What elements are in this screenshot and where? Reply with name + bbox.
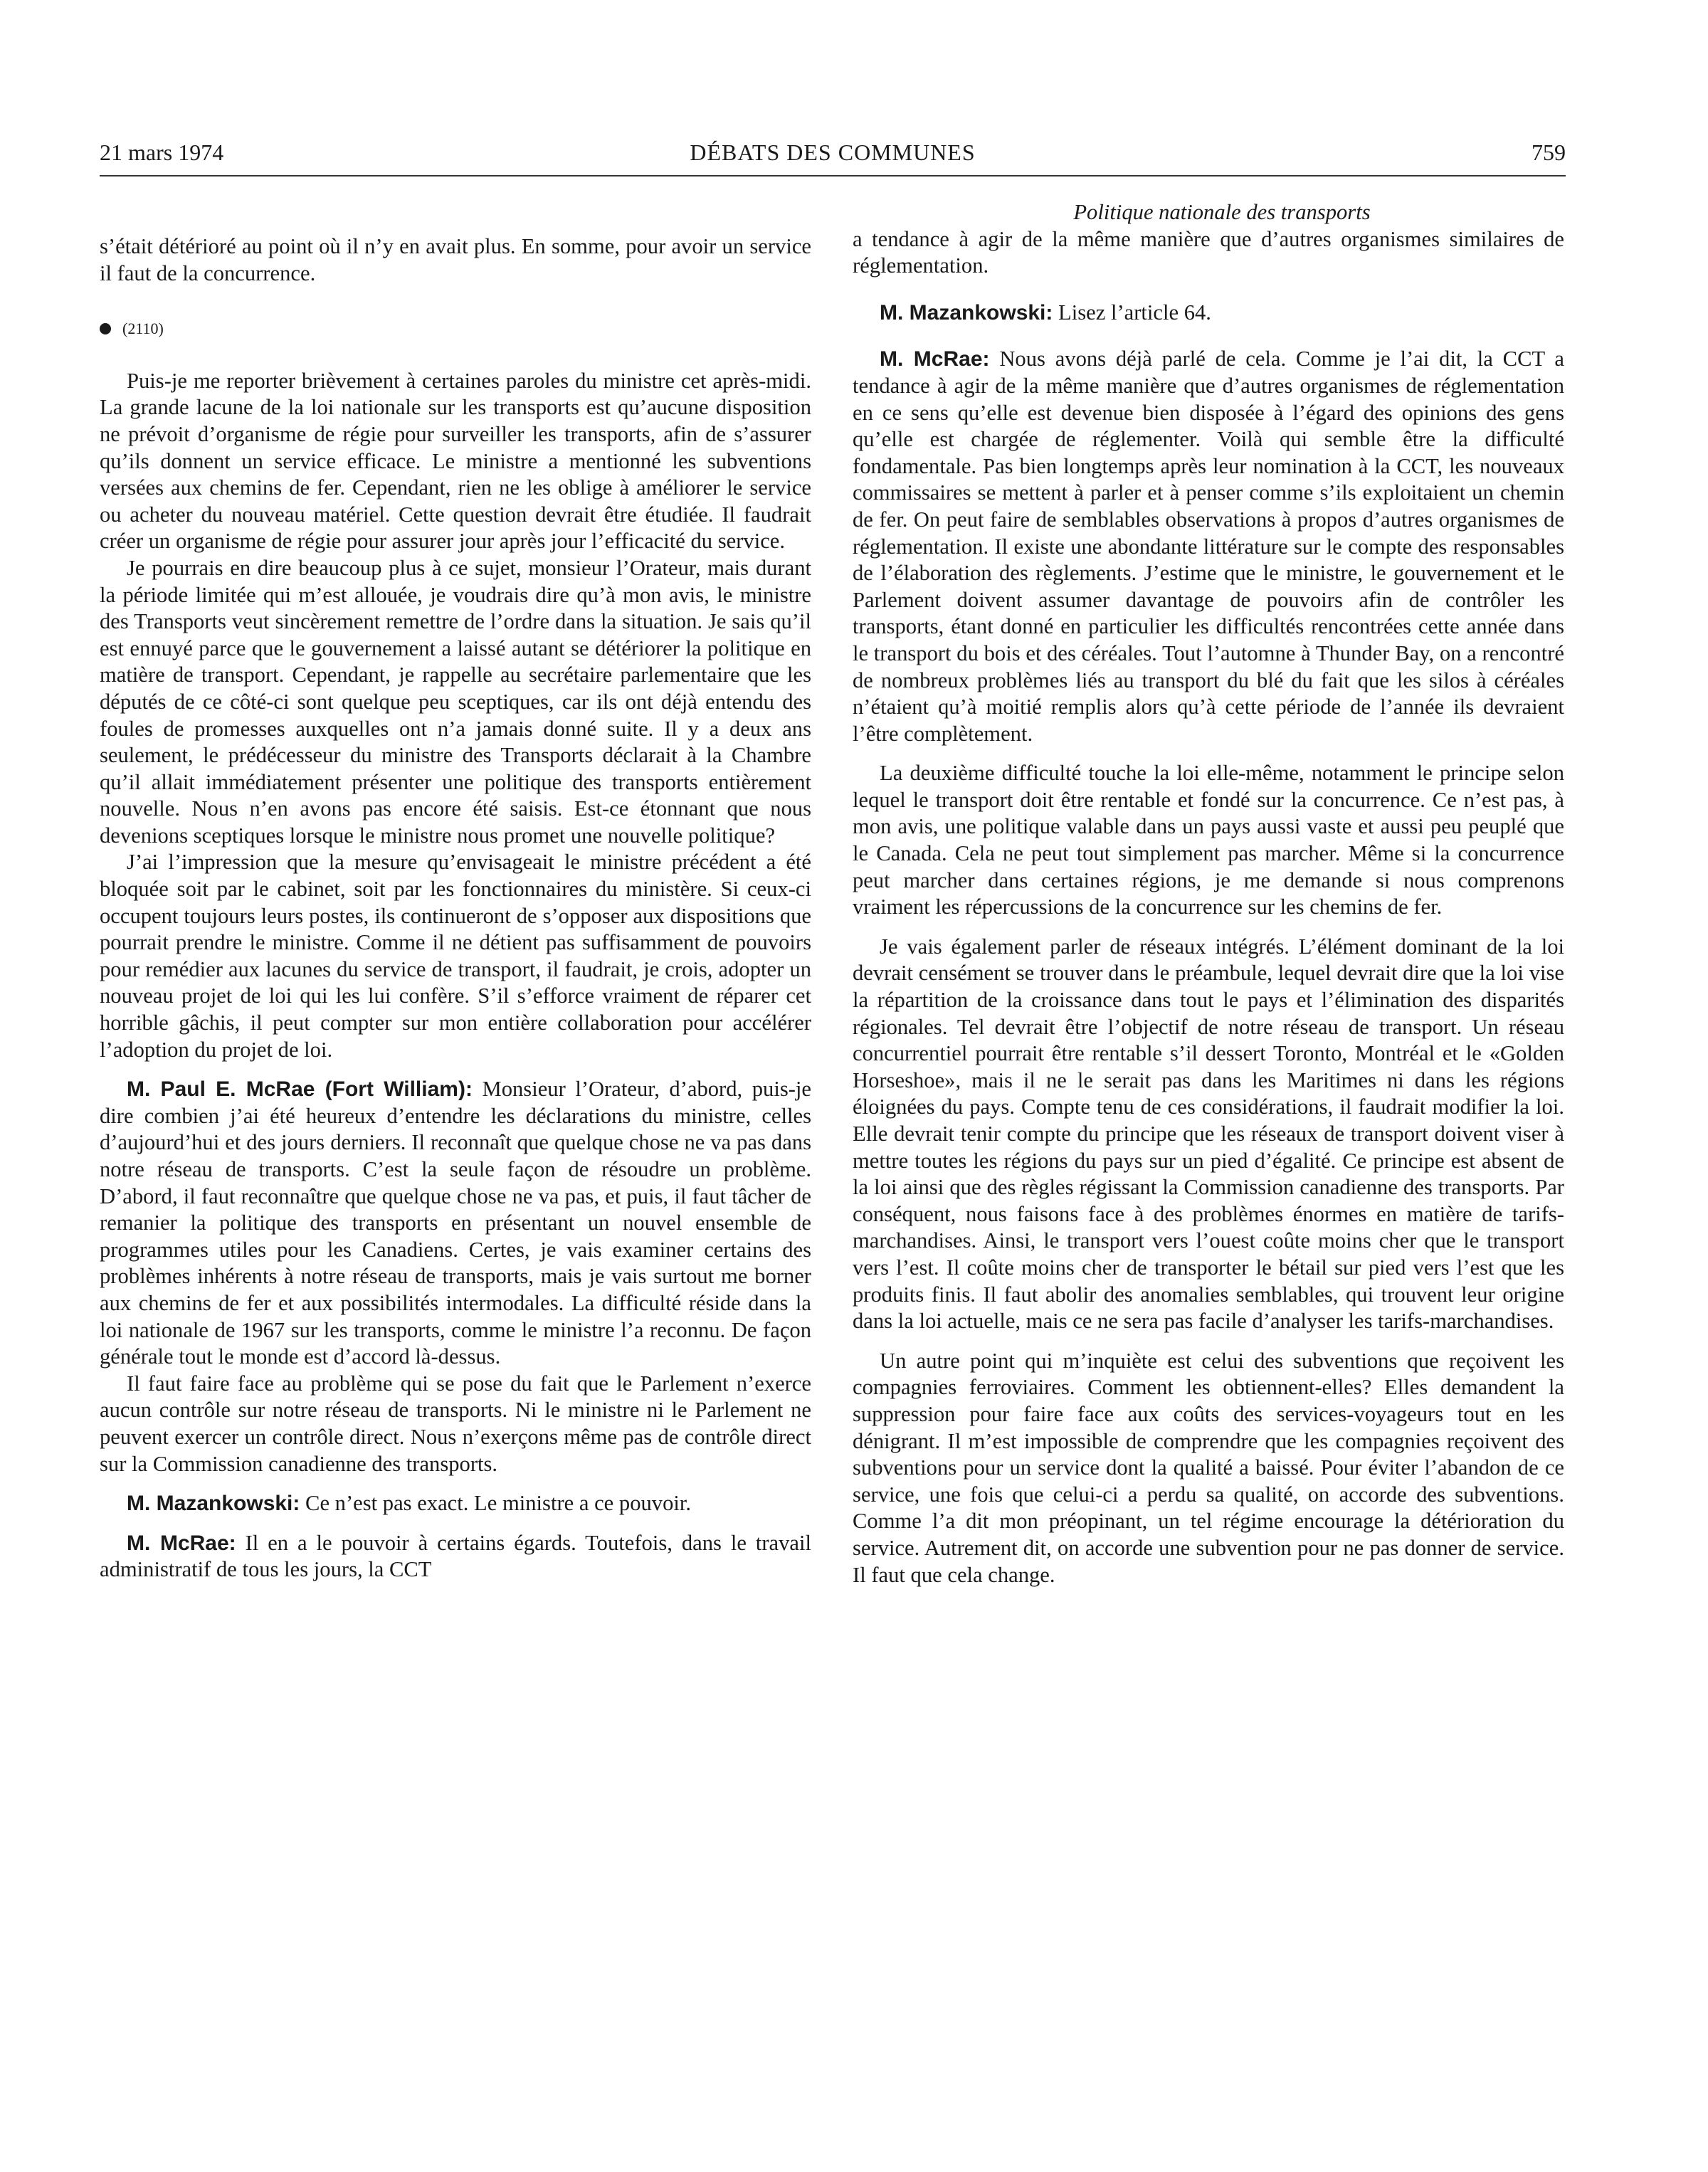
right-column xyxy=(853,199,1564,1588)
paragraph: La deuxième difficulté touche la loi elle-même, notamment le principe selon lequel le transport doit être rentable et fondé sur la concurrence. Ce n’est pas, à mon avis, une politique valable dans un pays aussi vaste et aussi peu peuplé que le Canada. Cela ne peut tout simplement pas marcher. Même si la concurrence peut marcher dans certaines régions, je me demande si nous comprenons vraiment les répercussions de la concurrence sur les chemins de fer. xyxy=(853,761,1564,919)
paragraph: Il faut faire face au problème qui se pose du fait que le Parlement n’exerce aucun contrôle sur notre réseau de transports. Ni le ministre ni le Parlement ne peuvent exercer un contrôle direct. Nous n’exerçons même pas de contrôle direct sur la Commission canadienne des transports. xyxy=(100,1371,811,1476)
paragraph: Je vais également parler de réseaux intégrés. L’élément dominant de la loi devrait censément se trouver dans le préambule, lequel devrait dire que la loi vise la répartition de la croissance dans tout le pays et l’élimination des disparités régionales. Tel devrait être l’objectif de notre réseau de transport. Un réseau concurrentiel pourrait être rentable s’il dessert Toronto, Montréal et le «Golden Horseshoe», mais il ne le serait pas dans les Maritimes ni dans les régions éloignées du pays. Compte tenu de ces considérations, il faudrait modifier la loi. Elle devrait tenir compte du principe que les réseaux de transport doivent viser à mettre toutes les régions du pays sur un pied d’égalité. Ce principe est absent de la loi ainsi que des règles régissant la Commission canadienne des transports. Par conséquent, nous faisons face à des problèmes énormes en matière de tarifs-marchandises. Ainsi, le transport vers l’ouest coûte moins cher que le transport vers l’est. Il coûte moins cher de transporter le bétail sur pied vers l’est que les produits finis. Il faut abolir des anomalies semblables, qui trouvent leur origine dans la loi actuelle, mais ce ne sera pas facile d’analyser les tarifs-marchandises. xyxy=(853,934,1564,1334)
header-date: 21 mars 1974 xyxy=(100,139,224,165)
speaker-paragraph xyxy=(853,346,1564,747)
speech-text: Monsieur l’Orateur, d’abord, puis-je dire combien j’ai été heureux d’entendre les déclarations du ministre, celles d’aujourd’hui et des jours derniers. Il reconnaît que quelque chose ne va pas dans notre réseau de transports. C’est la seule façon de résoudre un problème. D’abord, il faut reconnaître que quelque chose ne va pas, et puis, il faut tâcher de remanier la politique des transports en présentant un nouvel ensemble de programmes utiles pour les Canadiens. Certes, je vais examiner certains des problèmes inhérents à notre réseau de transports, mais je vais surtout me borner aux chemins de fer et aux possibilités intermodales. La difficulté réside dans la loi nationale de 1967 sur les transports, comme le ministre l’a reconnu. De façon générale tout le monde est d’accord là-dessus. xyxy=(100,1077,812,1369)
speech-text: Il en a le pouvoir à certains égards. Toutefois, dans le travail administratif de tous les jours, la CCT xyxy=(100,1530,812,1582)
paragraph: Puis-je me reporter brièvement à certaines paroles du ministre cet après-midi. La grande lacune de la loi nationale sur les transports est qu’aucune disposition ne prévoit d’organisme de régie pour surveiller les transports, afin de s’assurer qu’ils donnent un service efficace. Le ministre a mentionné les subventions versées aux chemins de fer. Cependant, rien ne les oblige à améliorer le service ou acheter du nouveau matériel. Cette question devrait être étudiée. Il faudrait créer un organisme de régie pour assurer jour après jour l’efficacité du service. xyxy=(100,368,811,554)
speaker-paragraph xyxy=(100,1490,811,1517)
speaker-paragraph xyxy=(100,1530,811,1583)
paragraph: J’ai l’impression que la mesure qu’envisageait le ministre précédent a été bloquée soit par le cabinet, soit par les fonctionnaires du ministère. Si ceux-ci occupent toujours leurs postes, ils continueront de s’opposer aux dispositions que pourrait prendre le ministre. Comme il ne détient pas suffisamment de pouvoirs pour remédier aux lacunes du service de transport, il faudrait, je crois, adopter un nouveau projet de loi qui les lui confère. S’il s’efforce vraiment de réparer cet horrible gâchis, il peut compter sur mon entière collaboration pour accélérer l’adoption du projet de loi. xyxy=(100,850,811,1062)
paragraph: Un autre point qui m’inquiète est celui des subventions que reçoivent les compagnies ferroviaires. Comment les obtiennent-elles? Elles demandent la suppression pour faire face aux coûts des services-voyageurs tout en les dénigrant. Il m’est impossible de comprendre que les compagnies reçoivent des subventions pour un service dont la qualité a baissé. Pour éviter l’abandon de ce service, une fois que celui-ci a perdu sa qualité, on accorde des subventions. Comme l’a dit mon préopinant, un tel régime encourage la détérioration du service. Autrement dit, on accorde une subvention pour ne pas donner de service. Il faut que cela change. xyxy=(853,1348,1564,1587)
speaker-name: M. Mazankowski: xyxy=(880,300,1053,325)
speech-text: Lisez l’article 64. xyxy=(1053,300,1211,325)
bullet-icon xyxy=(100,323,111,334)
paragraph: a tendance à agir de la même manière que d’autres organismes similaires de réglementation. xyxy=(853,226,1564,278)
speaker-name: M. Mazankowski: xyxy=(127,1492,300,1516)
page-number: 759 xyxy=(1532,139,1566,165)
speaker-name: M. McRae: xyxy=(880,347,990,371)
timestamp-text: (2110) xyxy=(122,320,164,338)
speaker-name: M. McRae: xyxy=(127,1531,236,1555)
speaker-paragraph xyxy=(853,300,1564,327)
left-column xyxy=(100,233,811,1583)
speaker-name: M. Paul E. McRae (Fort William): xyxy=(127,1077,473,1102)
timestamp-marker xyxy=(100,315,811,342)
speaker-paragraph xyxy=(100,1076,811,1371)
speech-text: Nous avons déjà parlé de cela. Comme je l’ai dit, la CCT a tendance à agir de la même manière que d’autres organismes de réglementation en ce sens qu’elle est devenue bien disposée à l’égard des opinions des gens qu’elle est chargée de réglementer. Voilà qui semble être la difficulté fondamentale. Pas bien longtemps après leur nomination à la CCT, les nouveaux commissaires se mettent à parler et à penser comme s’ils exploitaient un chemin de fer. On peut faire de semblables observations à propos d’autres organismes de réglementation. Il existe une abondante littérature sur le compte des responsables de l’élaboration des règlements. J’estime que le ministre, le gouvernement et le Parlement doivent assumer davantage de pouvoirs afin de contrôler les transports, étant donné en particulier les difficultés rencontrées cette année dans le transport du bois et des céréales. Tout l’automne à Thunder Bay, on a rencontré de nombreux problèmes liés au transport du blé du fait que les silos à céréales n’étaient qu’à moitié remplis alors qu’à cette période de l’année ils devraient l’être complètement. xyxy=(853,347,1565,746)
running-head: Politique nationale des transports xyxy=(1073,200,1371,224)
page-header xyxy=(100,139,1566,176)
header-title: DÉBATS DES COMMUNES xyxy=(690,139,976,165)
paragraph: s’était détérioré au point où il n’y en avait plus. En somme, pour avoir un service il faut de la concurrence. xyxy=(100,234,811,285)
paragraph: Je pourrais en dire beaucoup plus à ce sujet, monsieur l’Orateur, mais durant la période limitée qui m’est allouée, je voudrais dire qu’à mon avis, le ministre des Transports veut sincèrement remettre de l’ordre dans la situation. Je sais qu’il est ennuyé parce que le gouvernement a laissé autant se détériorer la politique en matière de transport. Cependant, je rappelle au secrétaire parlementaire que les députés de ce côté-ci sont quelque peu sceptiques, car ils ont déjà entendu des foules de promesses auxquelles ont n’a jamais donné suite. Il y a deux ans seulement, le prédécesseur du ministre des Transports déclarait à la Chambre qu’il allait immédiatement présenter une politique des transports entièrement nouvelle. Nous n’en avons pas encore été saisis. Est-ce étonnant que nous devenions sceptiques lorsque le ministre nous promet une nouvelle politique? xyxy=(100,555,811,848)
speech-text: Ce n’est pas exact. Le ministre a ce pouvoir. xyxy=(300,1491,692,1516)
